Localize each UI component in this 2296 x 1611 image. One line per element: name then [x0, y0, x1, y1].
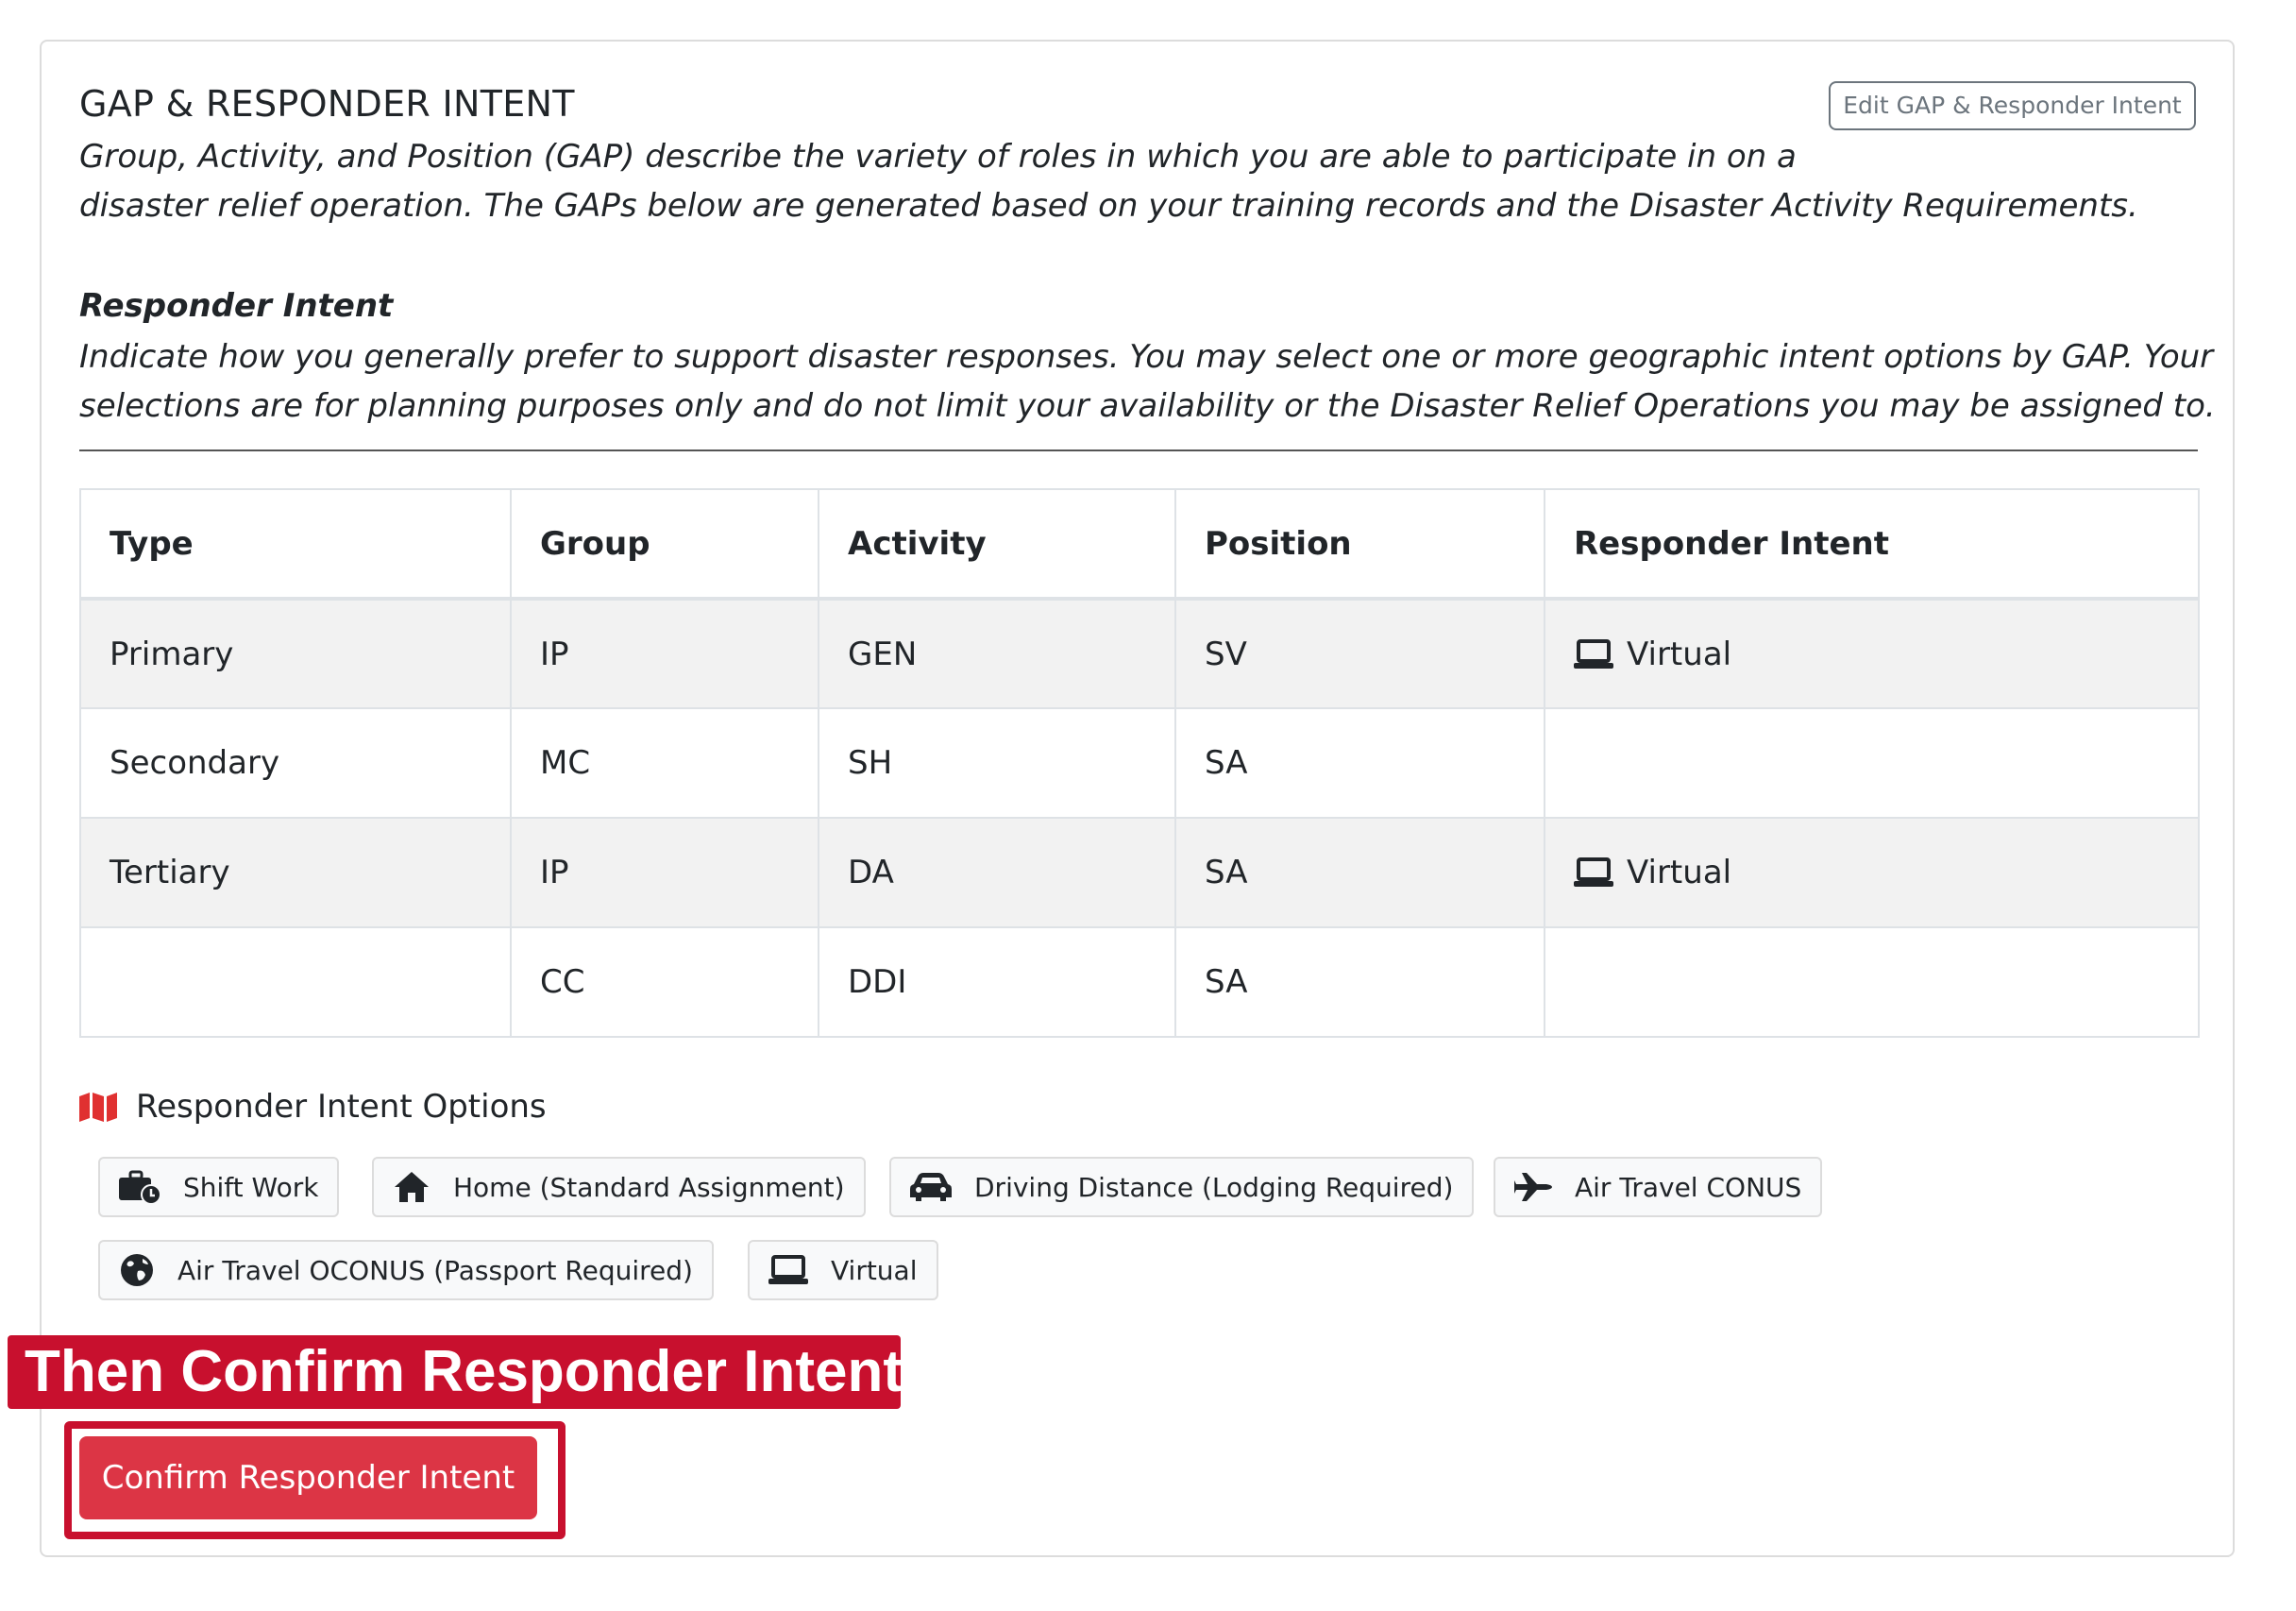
table-header-row: [80, 489, 2199, 599]
cell-type: Primary: [80, 599, 511, 708]
edit-gap-button[interactable]: Edit GAP & Responder Intent: [1829, 81, 2196, 130]
cell-group: IP: [511, 599, 819, 708]
car-icon: [910, 1171, 952, 1203]
cell-intent: [1545, 927, 2199, 1037]
option-label: Air Travel CONUS: [1575, 1171, 1802, 1203]
gap-description-line-1: Group, Activity, and Position (GAP) describe the variety of roles in which you are able to participate in on a: [79, 138, 1797, 176]
cell-intent: [1545, 599, 2199, 708]
cell-activity: GEN: [819, 599, 1175, 708]
cell-type: Secondary: [80, 708, 511, 818]
option-label: Driving Distance (Lodging Required): [974, 1171, 1454, 1203]
option-shift-work: [98, 1157, 339, 1217]
header-group: Group: [511, 489, 819, 599]
option-label: Home (Standard Assignment): [453, 1171, 845, 1203]
instruction-callout: Then Confirm Responder Intent: [8, 1335, 901, 1409]
home-icon: [393, 1170, 430, 1204]
cell-position: SA: [1175, 708, 1545, 818]
laptop-icon: [768, 1254, 808, 1286]
option-label: Virtual: [831, 1254, 918, 1286]
cell-position: SV: [1175, 599, 1545, 708]
briefcase-clock-icon: [119, 1170, 160, 1204]
header-activity: Activity: [819, 489, 1175, 599]
section-divider: [79, 449, 2198, 451]
intent-description-line-2: selections are for planning purposes only and do not limit your availability or the Disaster Relief Operations you may be assigned to.: [79, 387, 2216, 425]
cell-position: SA: [1175, 818, 1545, 927]
cell-type: [80, 927, 511, 1037]
cell-activity: DDI: [819, 927, 1175, 1037]
cell-group: IP: [511, 818, 819, 927]
option-label: Shift Work: [183, 1171, 319, 1203]
cell-intent: [1545, 708, 2199, 818]
table-row: [80, 599, 2199, 708]
option-air-travel-oconus: [98, 1240, 714, 1300]
option-virtual: [748, 1240, 938, 1300]
option-air-travel-conus: [1494, 1157, 1822, 1217]
gap-table: [79, 488, 2200, 1038]
options-heading: [79, 1082, 547, 1131]
option-driving-distance: [889, 1157, 1474, 1217]
laptop-icon: [1574, 856, 1613, 889]
cell-group: MC: [511, 708, 819, 818]
laptop-icon: [1574, 638, 1613, 670]
cell-activity: DA: [819, 818, 1175, 927]
cell-position: SA: [1175, 927, 1545, 1037]
gap-description-line-2: disaster relief operation. The GAPs below are generated based on your training records and the Disaster Activity Requirements.: [79, 187, 2138, 225]
globe-icon: [119, 1252, 155, 1288]
plane-icon: [1514, 1171, 1552, 1203]
cell-activity: SH: [819, 708, 1175, 818]
table-row: [80, 708, 2199, 818]
table-row: [80, 818, 2199, 927]
section-title: GAP & RESPONDER INTENT: [79, 83, 575, 125]
cell-group: CC: [511, 927, 819, 1037]
header-position: Position: [1175, 489, 1545, 599]
intent-label: Virtual: [1627, 635, 1732, 673]
options-heading-label: Responder Intent Options: [136, 1088, 547, 1126]
table-row: [80, 927, 2199, 1037]
cell-intent: [1545, 818, 2199, 927]
responder-intent-heading: Responder Intent: [79, 287, 394, 325]
option-label: Air Travel OCONUS (Passport Required): [177, 1254, 693, 1286]
option-home: [372, 1157, 866, 1217]
cell-type: Tertiary: [80, 818, 511, 927]
intent-description-line-1: Indicate how you generally prefer to support disaster responses. You may select one or more geographic intent options by GAP. Your: [79, 338, 2214, 376]
intent-label: Virtual: [1627, 854, 1732, 891]
header-type: Type: [80, 489, 511, 599]
header-responder-intent: Responder Intent: [1545, 489, 2199, 599]
map-icon: [79, 1092, 117, 1122]
confirm-responder-intent-button[interactable]: Confirm Responder Intent: [79, 1436, 537, 1519]
